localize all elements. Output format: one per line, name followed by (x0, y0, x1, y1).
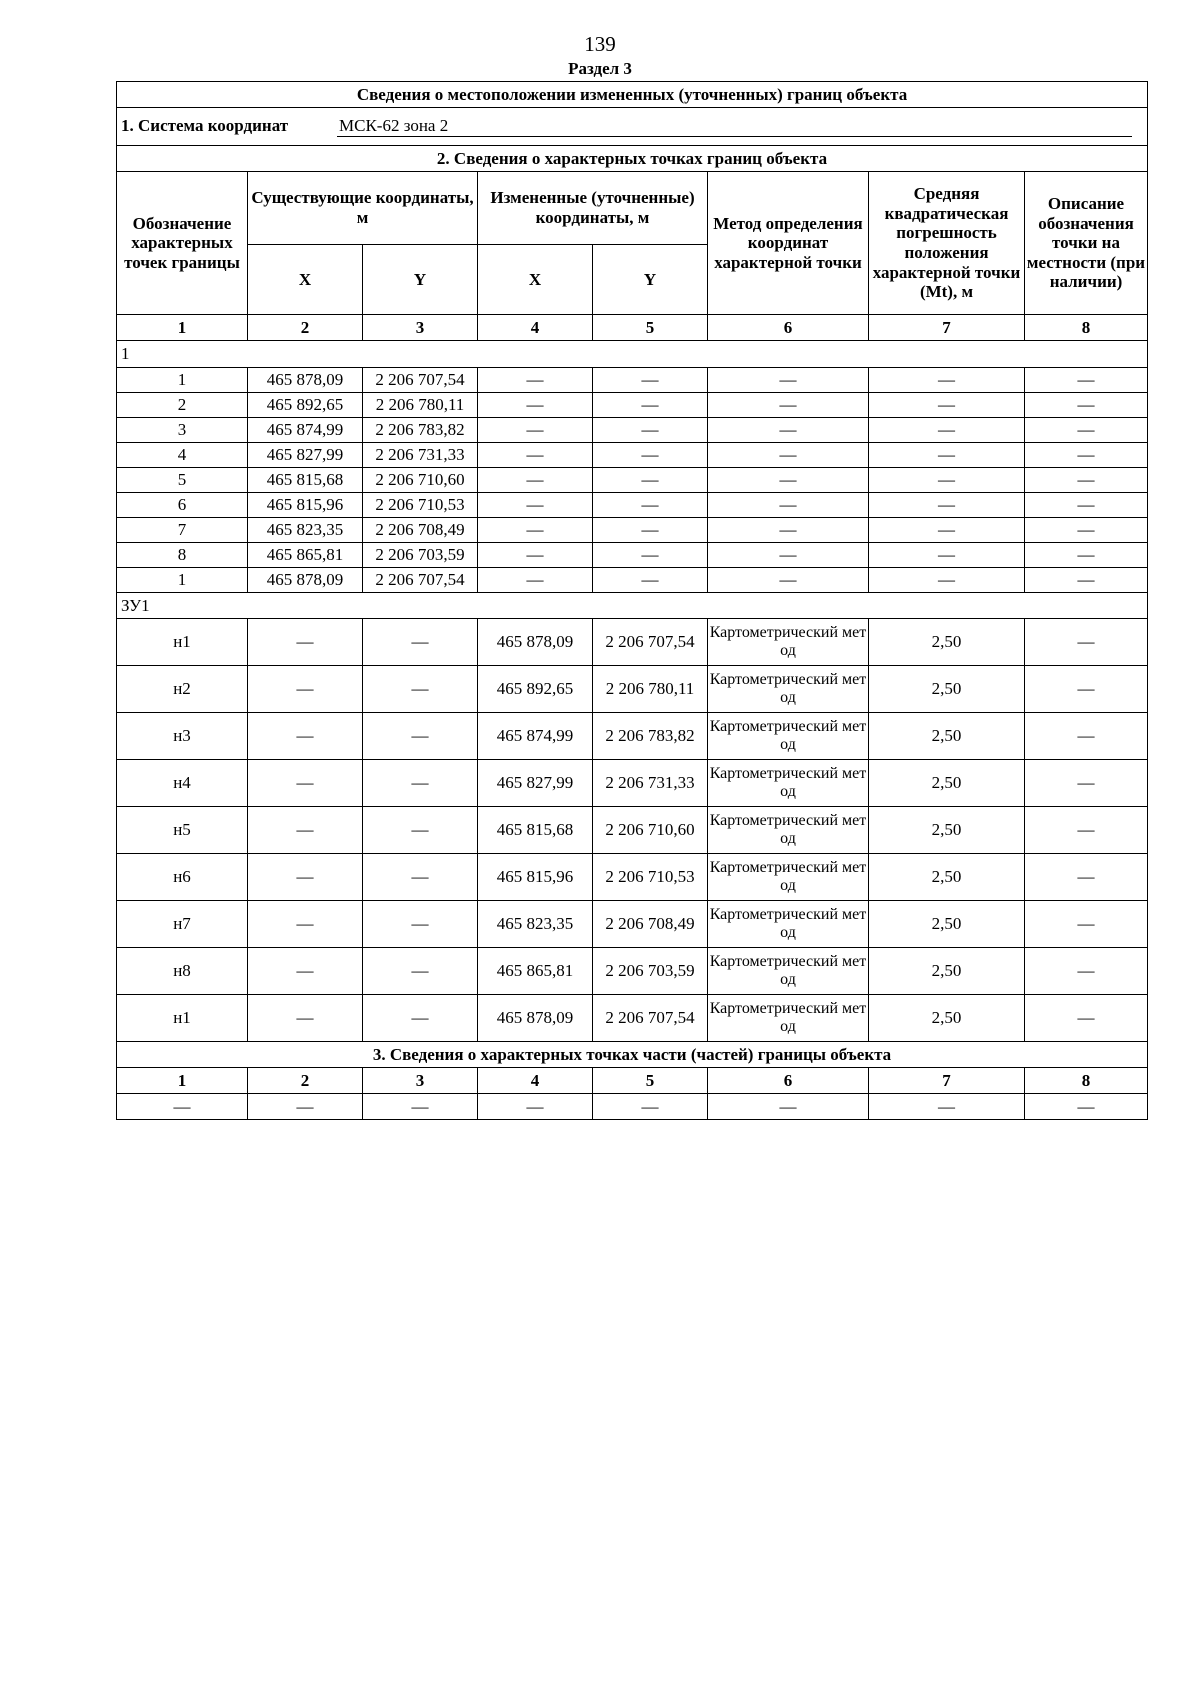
table-cell: — (1025, 543, 1148, 568)
table-cell: 2,50 (869, 854, 1025, 901)
table-cell: 8 (117, 543, 248, 568)
table-cell: — (363, 995, 478, 1042)
table-cell: 4 (117, 443, 248, 468)
table-cell: Картометрический метод (708, 901, 869, 948)
table-cell: 465 827,99 (248, 443, 363, 468)
table-cell: 2,50 (869, 807, 1025, 854)
table-cell: — (593, 468, 708, 493)
column-number: 2 (248, 1068, 363, 1094)
table-cell: — (708, 393, 869, 418)
column-number: 3 (363, 1068, 478, 1094)
table-cell: н3 (117, 713, 248, 760)
table-cell: 3 (117, 418, 248, 443)
table-row (117, 568, 1148, 593)
table-row (117, 493, 1148, 518)
table-cell: 465 827,99 (478, 760, 593, 807)
header-existing-x: X (248, 245, 363, 315)
table-row (117, 807, 1148, 854)
table-cell: — (478, 468, 593, 493)
column-number: 7 (869, 315, 1025, 341)
table-cell: — (363, 854, 478, 901)
table-cell: — (248, 619, 363, 666)
table-cell: — (1025, 393, 1148, 418)
table-row (117, 468, 1148, 493)
table-cell: — (248, 901, 363, 948)
table-cell: — (363, 713, 478, 760)
column-number: 4 (478, 315, 593, 341)
table-cell: 2,50 (869, 713, 1025, 760)
table-cell: Картометрический метод (708, 713, 869, 760)
table-cell: — (117, 1094, 248, 1120)
table-cell: — (708, 1094, 869, 1120)
section-title: Раздел 3 (568, 59, 632, 78)
table-cell: — (1025, 948, 1148, 995)
table-cell: Картометрический метод (708, 619, 869, 666)
table-cell: 465 865,81 (248, 543, 363, 568)
column-number: 5 (593, 1068, 708, 1094)
table-cell: — (478, 518, 593, 543)
table-cell: 465 878,09 (478, 619, 593, 666)
table-cell: 2 206 707,54 (363, 368, 478, 393)
table-cell: 2 206 707,54 (363, 568, 478, 593)
table-cell: 2 206 703,59 (363, 543, 478, 568)
header-changed-y: Y (593, 245, 708, 315)
table-cell: — (593, 443, 708, 468)
table-cell: — (593, 518, 708, 543)
table-cell: 1 (117, 368, 248, 393)
table-cell: — (1025, 760, 1148, 807)
header-method: Метод определения координат характерной точки (708, 172, 869, 315)
table-cell: Картометрический метод (708, 760, 869, 807)
table-cell: — (1025, 807, 1148, 854)
table-row (117, 1094, 1148, 1120)
table-cell: 2 206 710,60 (363, 468, 478, 493)
table-cell: — (869, 468, 1025, 493)
table-cell: 2,50 (869, 619, 1025, 666)
table-cell: — (478, 443, 593, 468)
table-title: Сведения о местоположении измененных (уточненных) границ объекта (117, 82, 1148, 108)
table-cell: — (869, 418, 1025, 443)
table-cell: 2 206 707,54 (593, 995, 708, 1042)
table-cell: 2,50 (869, 995, 1025, 1042)
table-cell: — (478, 493, 593, 518)
column-number: 6 (708, 1068, 869, 1094)
header-error: Средняя квадратическая погрешность положения характерной точки (Mt), м (869, 172, 1025, 315)
table-cell: 7 (117, 518, 248, 543)
table-cell: — (1025, 1094, 1148, 1120)
column-number: 3 (363, 315, 478, 341)
table-cell: — (478, 393, 593, 418)
table-row (117, 854, 1148, 901)
table-cell: — (1025, 568, 1148, 593)
table-cell: 465 815,96 (248, 493, 363, 518)
table-row (117, 543, 1148, 568)
table-cell: н1 (117, 995, 248, 1042)
table-row (117, 760, 1148, 807)
table-cell: 2 206 731,33 (593, 760, 708, 807)
table-cell: — (708, 568, 869, 593)
table-cell: — (1025, 901, 1148, 948)
table-cell: 465 865,81 (478, 948, 593, 995)
table-cell: — (869, 568, 1025, 593)
table-cell: Картометрический метод (708, 854, 869, 901)
table-cell: н6 (117, 854, 248, 901)
column-numbers-row (117, 315, 1148, 341)
table-cell: 465 815,68 (478, 807, 593, 854)
table-cell: 465 815,96 (478, 854, 593, 901)
table-cell: 2 206 710,53 (363, 493, 478, 518)
column-number: 1 (117, 315, 248, 341)
table-cell: 2,50 (869, 760, 1025, 807)
table-cell: — (1025, 619, 1148, 666)
header-changed-x: X (478, 245, 593, 315)
table-cell: — (869, 518, 1025, 543)
table-cell: 2,50 (869, 666, 1025, 713)
table-cell: — (708, 518, 869, 543)
table-cell: — (869, 393, 1025, 418)
table-cell: — (248, 760, 363, 807)
table-cell: 2 206 783,82 (593, 713, 708, 760)
table-cell: Картометрический метод (708, 666, 869, 713)
table-cell: — (363, 760, 478, 807)
table-row (117, 518, 1148, 543)
part3-title: 3. Сведения о характерных точках части (частей) границы объекта (117, 1042, 1148, 1068)
column-number: 1 (117, 1068, 248, 1094)
table-cell: — (363, 666, 478, 713)
group-label: 1 (117, 341, 1148, 368)
table-cell: 2 206 710,60 (593, 807, 708, 854)
table-cell: 465 892,65 (248, 393, 363, 418)
table-row (117, 619, 1148, 666)
table-row (117, 948, 1148, 995)
table-cell: — (1025, 666, 1148, 713)
table-cell: н7 (117, 901, 248, 948)
table-row (117, 443, 1148, 468)
table-row (117, 666, 1148, 713)
group-label: ЗУ1 (117, 593, 1148, 619)
table-cell: — (1025, 854, 1148, 901)
table-cell: Картометрический метод (708, 995, 869, 1042)
table-row (117, 368, 1148, 393)
table-cell: 465 823,35 (248, 518, 363, 543)
column-number: 7 (869, 1068, 1025, 1094)
header-description: Описание обозначения точки на местности (при наличии) (1025, 172, 1148, 315)
table-cell: 2 206 707,54 (593, 619, 708, 666)
boundary-table-wrapper (116, 81, 1147, 1120)
table-cell: 2 206 731,33 (363, 443, 478, 468)
boundary-table (116, 81, 1148, 1120)
table-cell: — (708, 468, 869, 493)
table-cell: — (708, 493, 869, 518)
part2-title: 2. Сведения о характерных точках границ объекта (117, 146, 1148, 172)
table-row (117, 901, 1148, 948)
table-cell: — (248, 1094, 363, 1120)
table-cell: — (248, 807, 363, 854)
table-cell: — (593, 368, 708, 393)
header-existing-y: Y (363, 245, 478, 315)
table-cell: 465 878,09 (248, 368, 363, 393)
table-cell: — (708, 543, 869, 568)
table-cell: 2 (117, 393, 248, 418)
table-cell: Картометрический метод (708, 948, 869, 995)
table-cell: — (869, 493, 1025, 518)
table-cell: — (248, 995, 363, 1042)
table-cell: 2 206 708,49 (363, 518, 478, 543)
column-number: 4 (478, 1068, 593, 1094)
table-row (117, 418, 1148, 443)
table-cell: 2,50 (869, 948, 1025, 995)
table-cell: — (593, 493, 708, 518)
table-cell: — (593, 393, 708, 418)
table-cell: 2 206 703,59 (593, 948, 708, 995)
header-changed-coords: Измененные (уточненные) координаты, м (478, 172, 708, 245)
column-number: 2 (248, 315, 363, 341)
table-cell: н1 (117, 619, 248, 666)
table-cell: — (869, 543, 1025, 568)
table-cell: — (478, 418, 593, 443)
table-cell: 2,50 (869, 901, 1025, 948)
table-cell: — (1025, 468, 1148, 493)
table-cell: 465 878,09 (478, 995, 593, 1042)
column-number: 6 (708, 315, 869, 341)
table-cell: — (869, 368, 1025, 393)
table-cell: — (593, 418, 708, 443)
column-number: 8 (1025, 315, 1148, 341)
table-cell: — (708, 418, 869, 443)
table-cell: н2 (117, 666, 248, 713)
table-cell: — (248, 948, 363, 995)
column-numbers-row (117, 1068, 1148, 1094)
column-number: 8 (1025, 1068, 1148, 1094)
table-row (117, 995, 1148, 1042)
table-cell: 2 206 783,82 (363, 418, 478, 443)
table-cell: 2 206 710,53 (593, 854, 708, 901)
coordinate-system-value: МСК-62 зона 2 (337, 116, 1132, 137)
table-cell: 465 874,99 (248, 418, 363, 443)
table-cell: — (248, 666, 363, 713)
table-cell: — (1025, 518, 1148, 543)
table-cell: 465 874,99 (478, 713, 593, 760)
table-row (117, 393, 1148, 418)
table-cell: 2 206 780,11 (363, 393, 478, 418)
table-cell: — (869, 443, 1025, 468)
table-cell: — (593, 568, 708, 593)
coordinate-system-row (117, 108, 1148, 146)
table-cell: — (478, 368, 593, 393)
table-cell: 6 (117, 493, 248, 518)
table-cell: — (363, 948, 478, 995)
table-cell: 465 878,09 (248, 568, 363, 593)
table-cell: — (1025, 418, 1148, 443)
table-cell: 465 892,65 (478, 666, 593, 713)
table-cell: — (248, 713, 363, 760)
header-point: Обозначение характерных точек границы (117, 172, 248, 315)
table-cell: — (1025, 713, 1148, 760)
table-cell: — (363, 901, 478, 948)
table-cell: — (593, 1094, 708, 1120)
table-cell: — (1025, 368, 1148, 393)
header-existing-coords: Существующие координаты, м (248, 172, 478, 245)
table-cell: 1 (117, 568, 248, 593)
table-cell: — (478, 543, 593, 568)
table-cell: — (593, 543, 708, 568)
table-cell: — (248, 854, 363, 901)
table-cell: 2 206 708,49 (593, 901, 708, 948)
table-cell: н5 (117, 807, 248, 854)
table-cell: — (1025, 493, 1148, 518)
table-cell: н8 (117, 948, 248, 995)
table-cell: — (708, 443, 869, 468)
coordinate-system-label: 1. Система координат (121, 116, 289, 136)
column-number: 5 (593, 315, 708, 341)
table-cell: — (478, 1094, 593, 1120)
table-cell: 465 823,35 (478, 901, 593, 948)
page-number: 139 (584, 32, 616, 56)
table-cell: Картометрический метод (708, 807, 869, 854)
table-cell: 2 206 780,11 (593, 666, 708, 713)
table-cell: 5 (117, 468, 248, 493)
table-cell: — (1025, 995, 1148, 1042)
table-cell: — (869, 1094, 1025, 1120)
table-cell: н4 (117, 760, 248, 807)
table-cell: — (363, 807, 478, 854)
table-cell: — (363, 619, 478, 666)
table-cell: — (478, 568, 593, 593)
table-cell: — (363, 1094, 478, 1120)
table-cell: 465 815,68 (248, 468, 363, 493)
table-cell: — (708, 368, 869, 393)
table-row (117, 713, 1148, 760)
table-cell: — (1025, 443, 1148, 468)
